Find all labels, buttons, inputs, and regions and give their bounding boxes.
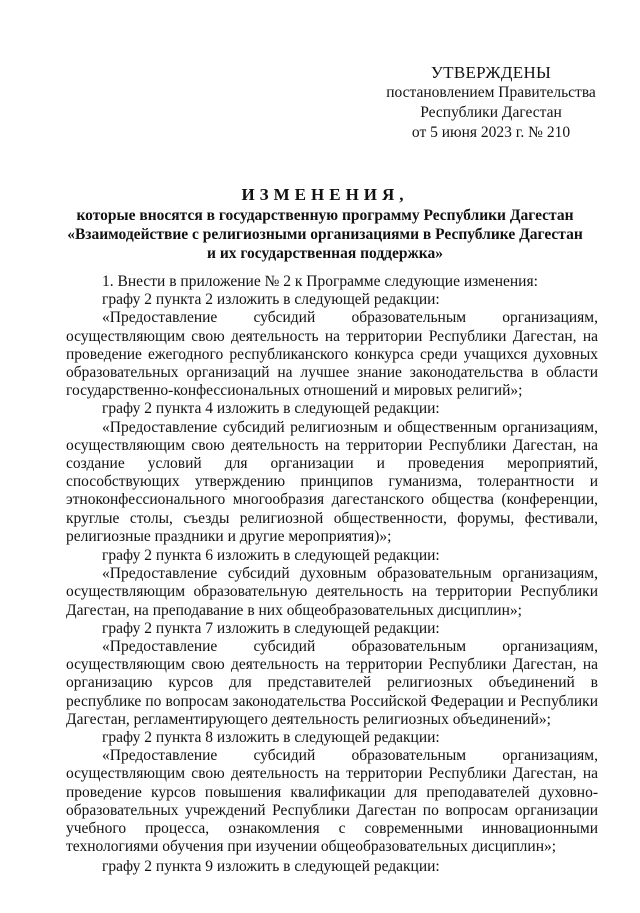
- approval-block: [372, 63, 610, 143]
- paragraph: графу 2 пункта 7 изложить в следующей редакции:: [102, 619, 440, 637]
- paragraph: графу 2 пункта 9 изложить в следующей редакции:: [102, 857, 440, 875]
- approval-line-1: постановлением Правительства: [386, 84, 596, 101]
- title-line-1: которые вносятся в государственную программу Республики Дагестан: [76, 207, 574, 224]
- paragraph: «Предоставление субсидий образовательным организациям, осуществляющим свою деятельность на территории Республики Дагестан, на организацию курсов для представителей религиозных объединений в республике по вопросам законодательства Российской Федерации и Республики Дагестан, регламентирующего деятельность религиозных объединений»;: [66, 638, 598, 728]
- paragraph: графу 2 пункта 2 изложить в следующей редакции:: [102, 291, 440, 309]
- title-line-2: «Взаимодействие с религиозными организациями в Республике Дагестан: [67, 226, 583, 243]
- paragraph: «Предоставление субсидий религиозным и общественным организациям, осуществляющим свою деятельность на территории Республики Дагестан, на создание условий для организации и проведения мероприятий, способствующих утверждению принципов гуманизма, толерантности и этноконфессионального многообразия дагестанского общества (конференции, круглые столы, съезды религиозной общественности, форумы, фестивали, религиозные праздники и другие мероприятия)»;: [66, 418, 598, 545]
- paragraph: 1. Внести в приложение № 2 к Программе следующие изменения:: [102, 273, 538, 290]
- document-title: [60, 185, 590, 263]
- paragraph: графу 2 пункта 4 изложить в следующей редакции:: [102, 400, 440, 418]
- document-body: [66, 273, 598, 876]
- paragraph: «Предоставление субсидий образовательным организациям, осуществляющим свою деятельность на территории Республики Дагестан, на проведение курсов повышения квалификации для преподавателей духовно-образовательных учреждений Республики Дагестан по вопросам организации учебного процесса, ознакомления с современными инновационными технологиями обучения при изучении общеобразовательных дисциплин»;: [66, 747, 598, 856]
- paragraph: «Предоставление субсидий духовным образовательным организациям, осуществляющим образовательную деятельность на территории Республики Дагестан, на преподавание в них общеобразовательных дисциплин»;: [66, 565, 598, 619]
- title-line-3: и их государственная поддержка»: [207, 245, 443, 262]
- paragraph: графу 2 пункта 6 изложить в следующей редакции:: [102, 547, 440, 565]
- title-main: ИЗМЕНЕНИЯ,: [241, 185, 409, 204]
- approval-line-3: от 5 июня 2023 г. № 210: [411, 124, 571, 141]
- paragraph: «Предоставление субсидий образовательным организациям, осуществляющим свою деятельность на территории Республики Дагестан, на проведение ежегодного республиканского конкурса среди учащихся духовных образовательных организаций на лучшее знание законодательства в области государственно-конфессиональных отношений и мировых религий»;: [66, 309, 598, 400]
- approval-heading: УТВЕРЖДЕНЫ: [430, 63, 552, 82]
- approval-line-2: Республики Дагестан: [420, 104, 562, 121]
- paragraph: графу 2 пункта 8 изложить в следующей редакции:: [102, 729, 440, 747]
